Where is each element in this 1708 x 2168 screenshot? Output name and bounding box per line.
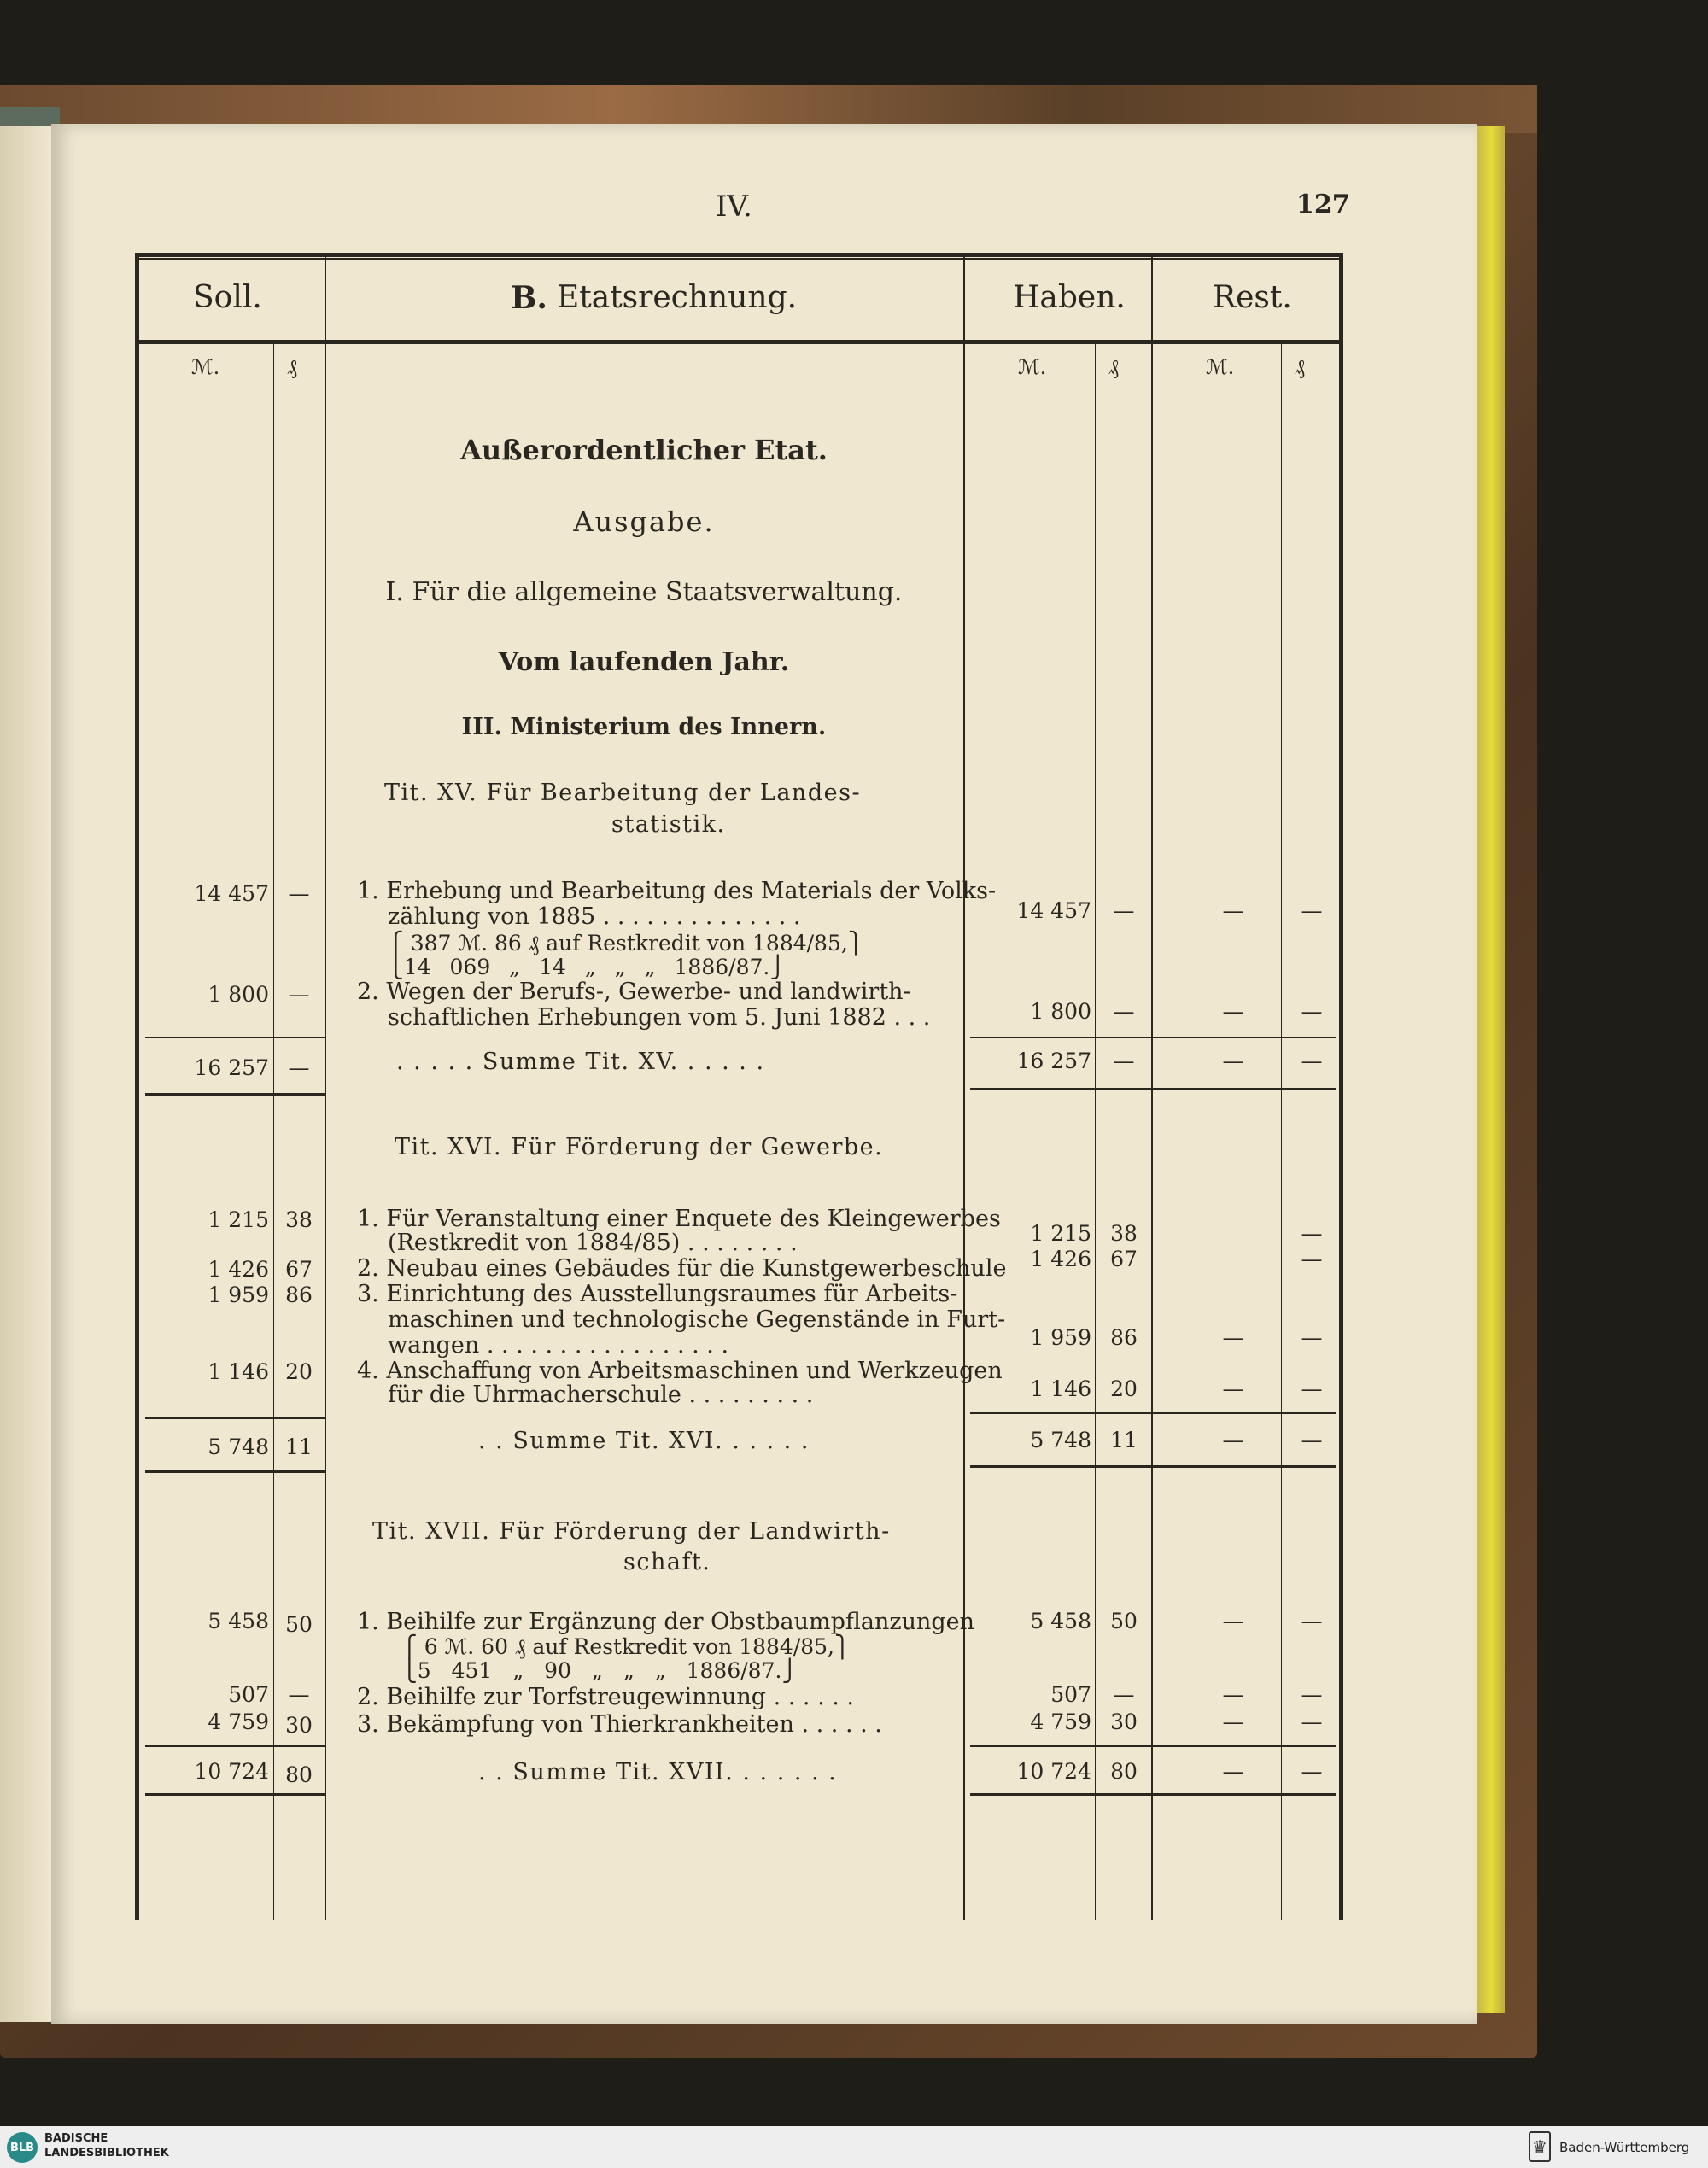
tit-xvii-r2-haben-pf: — [1113, 1682, 1135, 1707]
tit-xv-r1-note1: ⎧ 387 ℳ. 86 ₰ auf Restkredit von 1884/85,⎫ [388, 931, 864, 955]
tit-xv-sum-soll-pf: — [288, 1055, 310, 1080]
tit-xv-r2-rest-pf: — [1301, 999, 1323, 1024]
baden-wuerttemberg-logo[interactable]: Baden-Württemberg [1559, 2140, 1690, 2155]
tit-xvi-sum-rest-pf: — [1301, 1428, 1323, 1452]
tit-xv-r1-soll-pf: — [288, 881, 310, 906]
tit-xvii-r3-l1: 3. Bekämpfung von Thierkrankheiten . . . . . . [357, 1711, 882, 1738]
tit-xvii-r2-l1: 2. Beihilfe zur Torfstreugewinnung . . . . . . [357, 1684, 855, 1710]
tit-xv-r2-l1: 2. Wegen der Berufs-, Gewerbe- und landwirth- [357, 979, 911, 1005]
tit-xvii-r3-haben-pf: 30 [1110, 1709, 1138, 1734]
tit-xv-r1-haben-m: 14 457 [1016, 898, 1091, 923]
tit-xvi-r2-soll-m: 1 426 [208, 1257, 269, 1282]
tit-xvii-sum-soll-pf: 80 [285, 1762, 313, 1787]
tit-xvii-r1-rest-pf: — [1301, 1609, 1323, 1633]
tit-xvi-r1-soll-pf: 38 [285, 1207, 313, 1232]
tit-xvi-sum-haben-pf: 11 [1110, 1428, 1138, 1452]
tit-xv-sum-soll-m: 16 257 [194, 1055, 269, 1080]
tit-xvi-r3-l3: wangen . . . . . . . . . . . . . . . . . [388, 1332, 729, 1359]
tit-xvi-r2-soll-pf: 67 [285, 1257, 313, 1282]
tit-xvi-r4-rest-m: — [1222, 1376, 1244, 1401]
tit-xv-sum-haben-pf: — [1113, 1049, 1135, 1073]
library-name[interactable] [44, 2131, 169, 2160]
tit-xvi-sum-label: . . Summe Tit. XVI. . . . . . [478, 1428, 810, 1454]
header-title: Etatsrechnung. [557, 280, 798, 315]
tit-xvi-r3-soll-m: 1 959 [208, 1283, 269, 1307]
tit-xv-r2-soll-m: 1 800 [208, 982, 269, 1007]
haben-mark-label: ℳ. [1018, 355, 1047, 379]
table-right-border [1339, 253, 1343, 1920]
tit-xvii-r1-haben-pf: 50 [1110, 1609, 1138, 1633]
haben-pf-divider [1095, 342, 1096, 1920]
header-bottom-rule [138, 340, 1342, 344]
tit-xv-sum-rule-haben [970, 1037, 1336, 1038]
heading-ausgabe: Ausgabe. [573, 505, 715, 538]
tit-xvii-r2-haben-m: 507 [1050, 1682, 1091, 1707]
tit-xv-r1-rest-pf: — [1301, 898, 1323, 923]
tit-xv-r1-l2: zählung von 1885 . . . . . . . . . . . . . . [388, 903, 801, 930]
tit-xv-r2-rest-m: — [1222, 999, 1244, 1024]
tit-xvi-r4-l1: 4. Anschaffung von Arbeitsmaschinen und Werkzeugen [357, 1358, 1003, 1384]
tit-xvi-r1-l1: 1. Für Veranstaltung einer Enquete des Kleingewerbes [357, 1206, 1001, 1232]
tit-xvii-sum-rest-pf: — [1301, 1759, 1323, 1784]
tit-xvi-r1-l2: (Restkredit von 1884/85) . . . . . . . . [388, 1230, 798, 1256]
soll-pf-label: ₰ [287, 355, 297, 379]
tit-xvii-r2-soll-m: 507 [228, 1682, 269, 1707]
soll-mark-label: ℳ. [191, 355, 220, 379]
header-title-prefix: B. [511, 280, 547, 316]
tit-xvii-r1-note2: ⎩5 451 „ 90 „ „ „ 1886/87.⎭ [401, 1658, 798, 1683]
tit-xvii-sum-rest-m: — [1222, 1759, 1244, 1784]
tit-xvii-sum-haben-pf: 80 [1110, 1759, 1138, 1784]
haben-pf-label: ₰ [1108, 355, 1119, 379]
tit-xvi-r3-l1: 3. Einrichtung des Ausstellungsraumes für Arbeits- [357, 1281, 958, 1307]
tit-xv-r2-l2: schaftlichen Erhebungen vom 5. Juni 1882 . . . [388, 1004, 931, 1031]
tit-xvii-r1-haben-m: 5 458 [1030, 1609, 1091, 1633]
tit-xvii-title-l1: Tit. XVII. Für Förderung der Landwirth- [372, 1518, 891, 1545]
header-haben: Haben. [1013, 280, 1126, 315]
tit-xvi-r4-soll-m: 1 146 [208, 1359, 269, 1384]
tit-xvi-r1-soll-m: 1 215 [208, 1207, 269, 1232]
tit-xvi-sum-soll-pf: 11 [285, 1435, 313, 1459]
rest-pf-divider [1281, 342, 1282, 1920]
blb-logo[interactable]: BLB [7, 2132, 38, 2163]
tit-xvii-sum-rule-soll [145, 1745, 325, 1747]
tit-xv-r2-haben-pf: — [1113, 999, 1135, 1024]
tit-xvii-r3-rest-m: — [1222, 1709, 1244, 1734]
tit-xvii-r2-rest-pf: — [1301, 1682, 1323, 1707]
tit-xvi-title: Tit. XVI. Für Förderung der Gewerbe. [395, 1134, 884, 1160]
tit-xvi-r4-haben-m: 1 146 [1030, 1376, 1091, 1401]
tit-xv-title-l2: statistik. [611, 811, 726, 838]
tit-xvi-r3-rest-m: — [1222, 1325, 1244, 1350]
tit-xvii-r1-soll-m: 5 458 [208, 1609, 269, 1633]
tit-xvi-r3-haben-pf: 86 [1110, 1325, 1138, 1350]
tit-xvii-r1-l1: 1. Beihilfe zur Ergänzung der Obstbaumpflanzungen [357, 1609, 975, 1635]
tit-xvii-r1-rest-m: — [1222, 1609, 1244, 1633]
tit-xv-sum-haben-m: 16 257 [1016, 1049, 1091, 1073]
tit-xvi-r2-haben-pf: 67 [1110, 1247, 1138, 1271]
section-mark: IV. [716, 190, 752, 224]
tit-xvii-r2-rest-m: — [1222, 1682, 1244, 1707]
tit-xv-r2-soll-pf: — [288, 982, 310, 1007]
tit-xvi-r4-haben-pf: 20 [1110, 1376, 1138, 1401]
tit-xvi-r1-haben-m: 1 215 [1030, 1221, 1091, 1246]
tit-xv-r1-rest-m: — [1222, 898, 1244, 923]
footer-bar [0, 2126, 1708, 2168]
tit-xvi-r3-haben-m: 1 959 [1030, 1325, 1091, 1350]
tit-xvi-r2-rest: — [1301, 1247, 1323, 1271]
rest-pf-label: ₰ [1295, 355, 1305, 379]
tit-xvi-r2-haben-m: 1 426 [1030, 1247, 1091, 1271]
soll-pf-divider [273, 342, 274, 1920]
tit-xv-sum-label: . . . . . Summe Tit. XV. . . . . . [396, 1049, 765, 1075]
tit-xv-r1-soll-m: 14 457 [194, 881, 269, 906]
tit-xvi-sum-rule-soll [145, 1417, 325, 1419]
tit-xvii-sum-rule-haben [970, 1745, 1336, 1747]
crest-icon: ♛ [1529, 2131, 1551, 2162]
heading-etat: Außerordentlicher Etat. [460, 434, 828, 466]
haben-column-divider [963, 256, 965, 1920]
tit-xvi-r1-haben-pf: 38 [1110, 1221, 1138, 1246]
tit-xvii-sum-close-haben [970, 1793, 1336, 1796]
tit-xv-sum-rule-soll [145, 1037, 325, 1038]
tit-xvii-sum-close-soll [145, 1793, 325, 1796]
tit-xvii-sum-soll-m: 10 724 [194, 1759, 269, 1784]
tit-xvi-r3-l2: maschinen und technologische Gegenstände in Furt- [388, 1306, 1006, 1333]
tit-xv-r2-haben-m: 1 800 [1030, 999, 1091, 1024]
tit-xv-r1-note2: ⎩14 069 „ 14 „ „ „ 1886/87.⎭ [388, 955, 787, 979]
tit-xvii-r1-note1: ⎧ 6 ℳ. 60 ₰ auf Restkredit von 1884/85,⎫ [401, 1634, 851, 1659]
tit-xvii-r1-soll-pf: 50 [285, 1612, 313, 1637]
tit-xvi-r4-rest-pf: — [1301, 1376, 1323, 1401]
tit-xv-sum-rest-pf: — [1301, 1049, 1323, 1073]
tit-xvi-sum-rest-m: — [1222, 1428, 1244, 1452]
tit-xvi-sum-rule-haben [970, 1412, 1336, 1414]
tit-xvi-r3-soll-pf: 86 [285, 1283, 313, 1307]
tit-xvi-r1-rest: — [1301, 1221, 1323, 1246]
library-name-line2: LANDESBIBLIOTHEK [44, 2147, 169, 2159]
tit-xv-r1-l1: 1. Erhebung und Bearbeitung des Materials der Volks- [357, 878, 997, 904]
tit-xv-r1-haben-pf: — [1113, 898, 1135, 923]
page-edge-yellow [1477, 126, 1505, 2013]
tit-xvi-r2-l1: 2. Neubau eines Gebäudes für die Kunstgewerbeschule [357, 1255, 1007, 1282]
heading-section-i: I. Für die allgemeine Staatsverwaltung. [385, 577, 903, 607]
tit-xvii-r2-soll-pf: — [288, 1682, 310, 1707]
library-name-line1: BADISCHE [44, 2132, 108, 2145]
table-top-rule [135, 253, 1341, 257]
tit-xvii-r3-haben-m: 4 759 [1030, 1709, 1091, 1734]
tit-xvi-r4-l2: für die Uhrmacherschule . . . . . . . . . [388, 1382, 814, 1408]
tit-xvii-sum-label: . . Summe Tit. XVII. . . . . . . [478, 1759, 838, 1785]
header-rest: Rest. [1213, 280, 1292, 315]
tit-xvii-sum-haben-m: 10 724 [1016, 1759, 1091, 1784]
tit-xvii-r3-soll-m: 4 759 [208, 1709, 269, 1734]
header-soll: Soll. [193, 280, 262, 315]
tit-xvii-r3-soll-pf: 30 [285, 1713, 313, 1738]
tit-xvi-r4-soll-pf: 20 [285, 1359, 313, 1384]
left-page-edge [0, 126, 53, 2022]
table-top-rule-2 [135, 258, 1341, 260]
tit-xvi-sum-haben-m: 5 748 [1030, 1428, 1091, 1452]
tit-xvi-sum-close-soll [145, 1470, 325, 1473]
tit-xvi-sum-soll-m: 5 748 [208, 1435, 269, 1459]
heading-jahr: Vom laufenden Jahr. [498, 647, 790, 677]
tit-xvii-title-l2: schaft. [623, 1549, 711, 1575]
tit-xv-sum-close-haben [970, 1088, 1336, 1090]
tit-xvii-r3-rest-pf: — [1301, 1709, 1323, 1734]
tit-xvi-r3-rest-pf: — [1301, 1325, 1323, 1350]
tit-xv-title-l1: Tit. XV. Für Bearbeitung der Landes- [384, 780, 862, 806]
tit-xv-sum-close-soll [145, 1093, 325, 1096]
page-number: 127 [1296, 190, 1350, 219]
tit-xv-sum-rest-m: — [1222, 1049, 1244, 1073]
heading-ministerium: III. Ministerium des Innern. [461, 714, 827, 740]
table-left-border [135, 253, 139, 1920]
rest-mark-label: ℳ. [1206, 355, 1235, 379]
tit-xvi-sum-close-haben [970, 1465, 1336, 1468]
